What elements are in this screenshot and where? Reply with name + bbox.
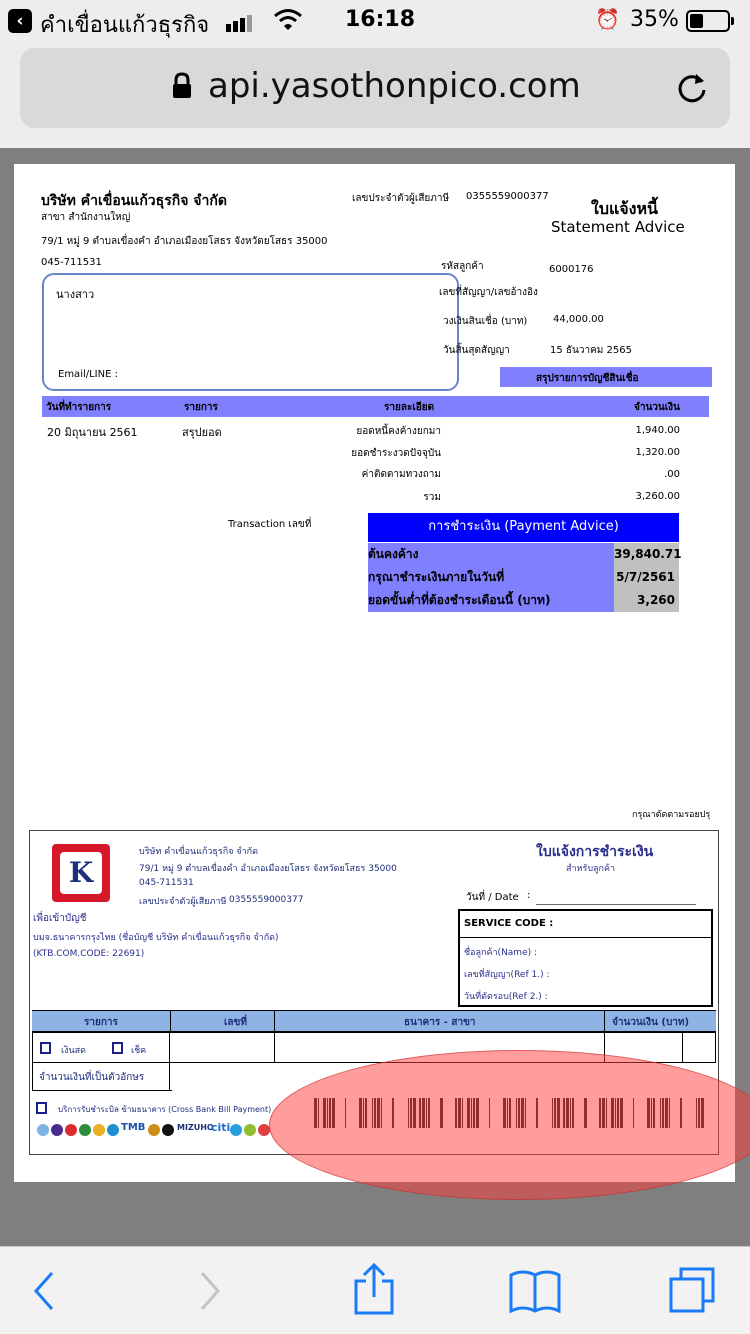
tabs-icon[interactable] (667, 1265, 717, 1315)
col-header: รายละเอียด (384, 402, 435, 413)
cash-label: เงินสด (61, 1046, 86, 1056)
url-text[interactable]: api.yasothonpico.com (208, 66, 581, 106)
col-header: จำนวนเงิน (บาท) (612, 1017, 690, 1028)
date-separator: : (527, 890, 531, 901)
detail-amount: 1,320.00 (635, 447, 680, 458)
bank-logo-icon (148, 1124, 160, 1136)
col-header: วันที่ทำรายการ (46, 402, 112, 413)
bank-name: MIZUHO (177, 1123, 214, 1132)
detail-label: รวม (423, 492, 441, 503)
redaction-oval (269, 1050, 750, 1200)
payment-value: 5/7/2561 (614, 566, 679, 589)
company-logo: K (52, 844, 110, 902)
battery-percent: 35% (630, 7, 679, 32)
bank-logo-icon (51, 1124, 63, 1136)
back-app-label[interactable]: คำเขื่อนแก้วธุรกิจ (40, 13, 210, 38)
email-label: Email/LINE : (58, 369, 118, 380)
title-english: Statement Advice (551, 218, 685, 236)
cross-bank-label: บริการรับชำระบิล ข้ามธนาคาร (Cross Bank Bill Payment) (58, 1105, 272, 1114)
info-value: 15 ธันวาคม 2565 (550, 345, 632, 356)
slip-phone: 045-711531 (139, 878, 194, 888)
info-value: 44,000.00 (553, 314, 604, 325)
status-bar (0, 0, 750, 42)
summary-header: สรุปรายการบัญชีสินเชื่อ (500, 367, 712, 387)
transaction-no-label: Transaction เลขที่ (228, 519, 312, 530)
company-address: 79/1 หมู่ 9 ตำบลเขื่องคำ อำเภอเมืองยโสธร จังหวัดยโสธร 35000 (41, 236, 328, 247)
name-label: ชื่อลูกค้า(Name) : (464, 948, 538, 958)
company-name: บริษัท คำเขื่อนแก้วธุรกิจ จำกัด (41, 193, 227, 209)
payment-advice-header: การชำระเงิน (Payment Advice) (368, 513, 679, 542)
reload-icon[interactable] (676, 70, 708, 104)
battery-icon (686, 10, 730, 32)
account-label: เพื่อเข้าบัญชี (33, 913, 87, 924)
col-header: ธนาคาร - สาขา (404, 1017, 476, 1028)
customer-prefix: นางสาว (56, 288, 95, 301)
tax-id: 0355559000377 (466, 191, 549, 202)
service-code: SERVICE CODE : (464, 918, 554, 929)
bank-account: บมจ.ธนาคารกรุงไทย (ชื่อบัญชี บริษัท คำเขื่อนแก้วธุรกิจ จำกัด) (33, 933, 279, 943)
bookmarks-icon[interactable] (508, 1269, 562, 1313)
col-header: เลขที่ (224, 1017, 247, 1028)
bank-logo-icon (93, 1124, 105, 1136)
detail-label: ยอดชำระงวดปัจจุบัน (351, 448, 441, 459)
slip-title: ใบแจ้งการชำระเงิน (536, 844, 654, 860)
payment-label: ต้นคงค้าง (368, 543, 614, 566)
alarm-icon: ⏰ (595, 7, 620, 31)
browser-toolbar (0, 1246, 750, 1334)
bank-name: citi (211, 1121, 231, 1134)
txn-date: 20 มิถุนายน 2561 (47, 426, 138, 439)
detail-amount: 3,260.00 (635, 491, 680, 502)
payment-value: 39,840.71 (614, 543, 679, 566)
cheque-label: เช็ค (131, 1046, 147, 1056)
clock: 16:18 (345, 7, 416, 32)
branch: สาขา สำนักงานใหญ่ (41, 212, 131, 223)
info-label: เลขที่สัญญา/เลขอ้างอิง (439, 287, 538, 298)
bank-logo-icon (162, 1124, 174, 1136)
date-label: วันที่ / Date (466, 892, 519, 903)
forward-icon[interactable] (196, 1269, 224, 1313)
bank-logo-icon (65, 1124, 77, 1136)
slip-company-name: บริษัท คำเขื่อนแก้วธุรกิจ จำกัด (139, 847, 258, 857)
comp-code: (KTB.COM.CODE: 22691) (33, 949, 145, 959)
bank-logo-icon (244, 1124, 256, 1136)
customer-box (42, 273, 459, 391)
back-icon[interactable] (30, 1269, 58, 1313)
detail-label: ยอดหนี้คงค้างยกมา (356, 426, 441, 437)
detail-amount: 1,940.00 (635, 425, 680, 436)
ref2-label: วันที่ตัดรอบ(Ref 2.) : (464, 992, 548, 1002)
back-to-app-button[interactable]: ‹ (8, 9, 32, 33)
lock-icon (172, 72, 192, 100)
payment-value: 3,260 (614, 589, 679, 612)
cellular-signal-icon (226, 13, 254, 32)
title-thai: ใบแจ้งหนี้ (591, 199, 658, 218)
col-header: รายการ (184, 402, 218, 413)
bank-logo-icon (230, 1124, 242, 1136)
cross-bank-checkbox[interactable] (36, 1102, 47, 1114)
share-icon[interactable] (352, 1263, 396, 1315)
detail-amount: .00 (664, 469, 680, 480)
slip-subtitle: สำหรับลูกค้า (566, 864, 616, 874)
txn-type: สรุปยอด (182, 426, 222, 439)
col-header: รายการ (84, 1017, 118, 1028)
amount-words-label: จำนวนเงินที่เป็นตัวอักษร (39, 1072, 145, 1083)
info-label: รหัสลูกค้า (441, 261, 484, 272)
slip-tax-id: 0355559000377 (229, 895, 304, 905)
bank-logo-icon (107, 1124, 119, 1136)
slip-table-header (32, 1010, 716, 1032)
address-bar[interactable] (20, 48, 730, 128)
cash-checkbox[interactable] (40, 1042, 51, 1054)
ref1-label: เลขที่สัญญา(Ref 1.) : (464, 970, 550, 980)
bank-logo-icon (79, 1124, 91, 1136)
slip-tax-label: เลขประจำตัวผู้เสียภาษี (139, 897, 227, 907)
payment-label: กรุณาชำระเงินภายในวันที่ (368, 566, 614, 589)
service-code-box (458, 909, 713, 1007)
statement-page (14, 164, 735, 1182)
document-viewer[interactable] (0, 148, 750, 1246)
tax-id-label: เลขประจำตัวผู้เสียภาษี (352, 193, 450, 204)
info-label: วงเงินสินเชื่อ (บาท) (443, 316, 528, 327)
slip-address: 79/1 หมู่ 9 ตำบลเขื่องคำ อำเภอเมืองยโสธร จังหวัดยโสธร 35000 (139, 864, 397, 874)
wifi-icon (273, 8, 303, 32)
date-line (536, 904, 696, 905)
company-phone: 045-711531 (41, 257, 102, 268)
browser-chrome (0, 42, 750, 148)
statement-table-header (42, 396, 709, 417)
cut-note: กรุณาตัดตามรอยปรุ (632, 810, 711, 820)
info-value: 6000176 (549, 264, 594, 275)
cheque-checkbox[interactable] (112, 1042, 123, 1054)
bank-name: TMB (121, 1122, 146, 1133)
bank-logo-icon (37, 1124, 49, 1136)
col-header: จำนวนเงิน (634, 402, 680, 413)
payment-label: ยอดขั้นต่ำที่ต้องชำระเดือนนี้ (บาท) (368, 589, 614, 612)
detail-label: ค่าติดตามทวงถาม (361, 469, 441, 480)
info-label: วันสิ้นสุดสัญญา (443, 345, 510, 356)
